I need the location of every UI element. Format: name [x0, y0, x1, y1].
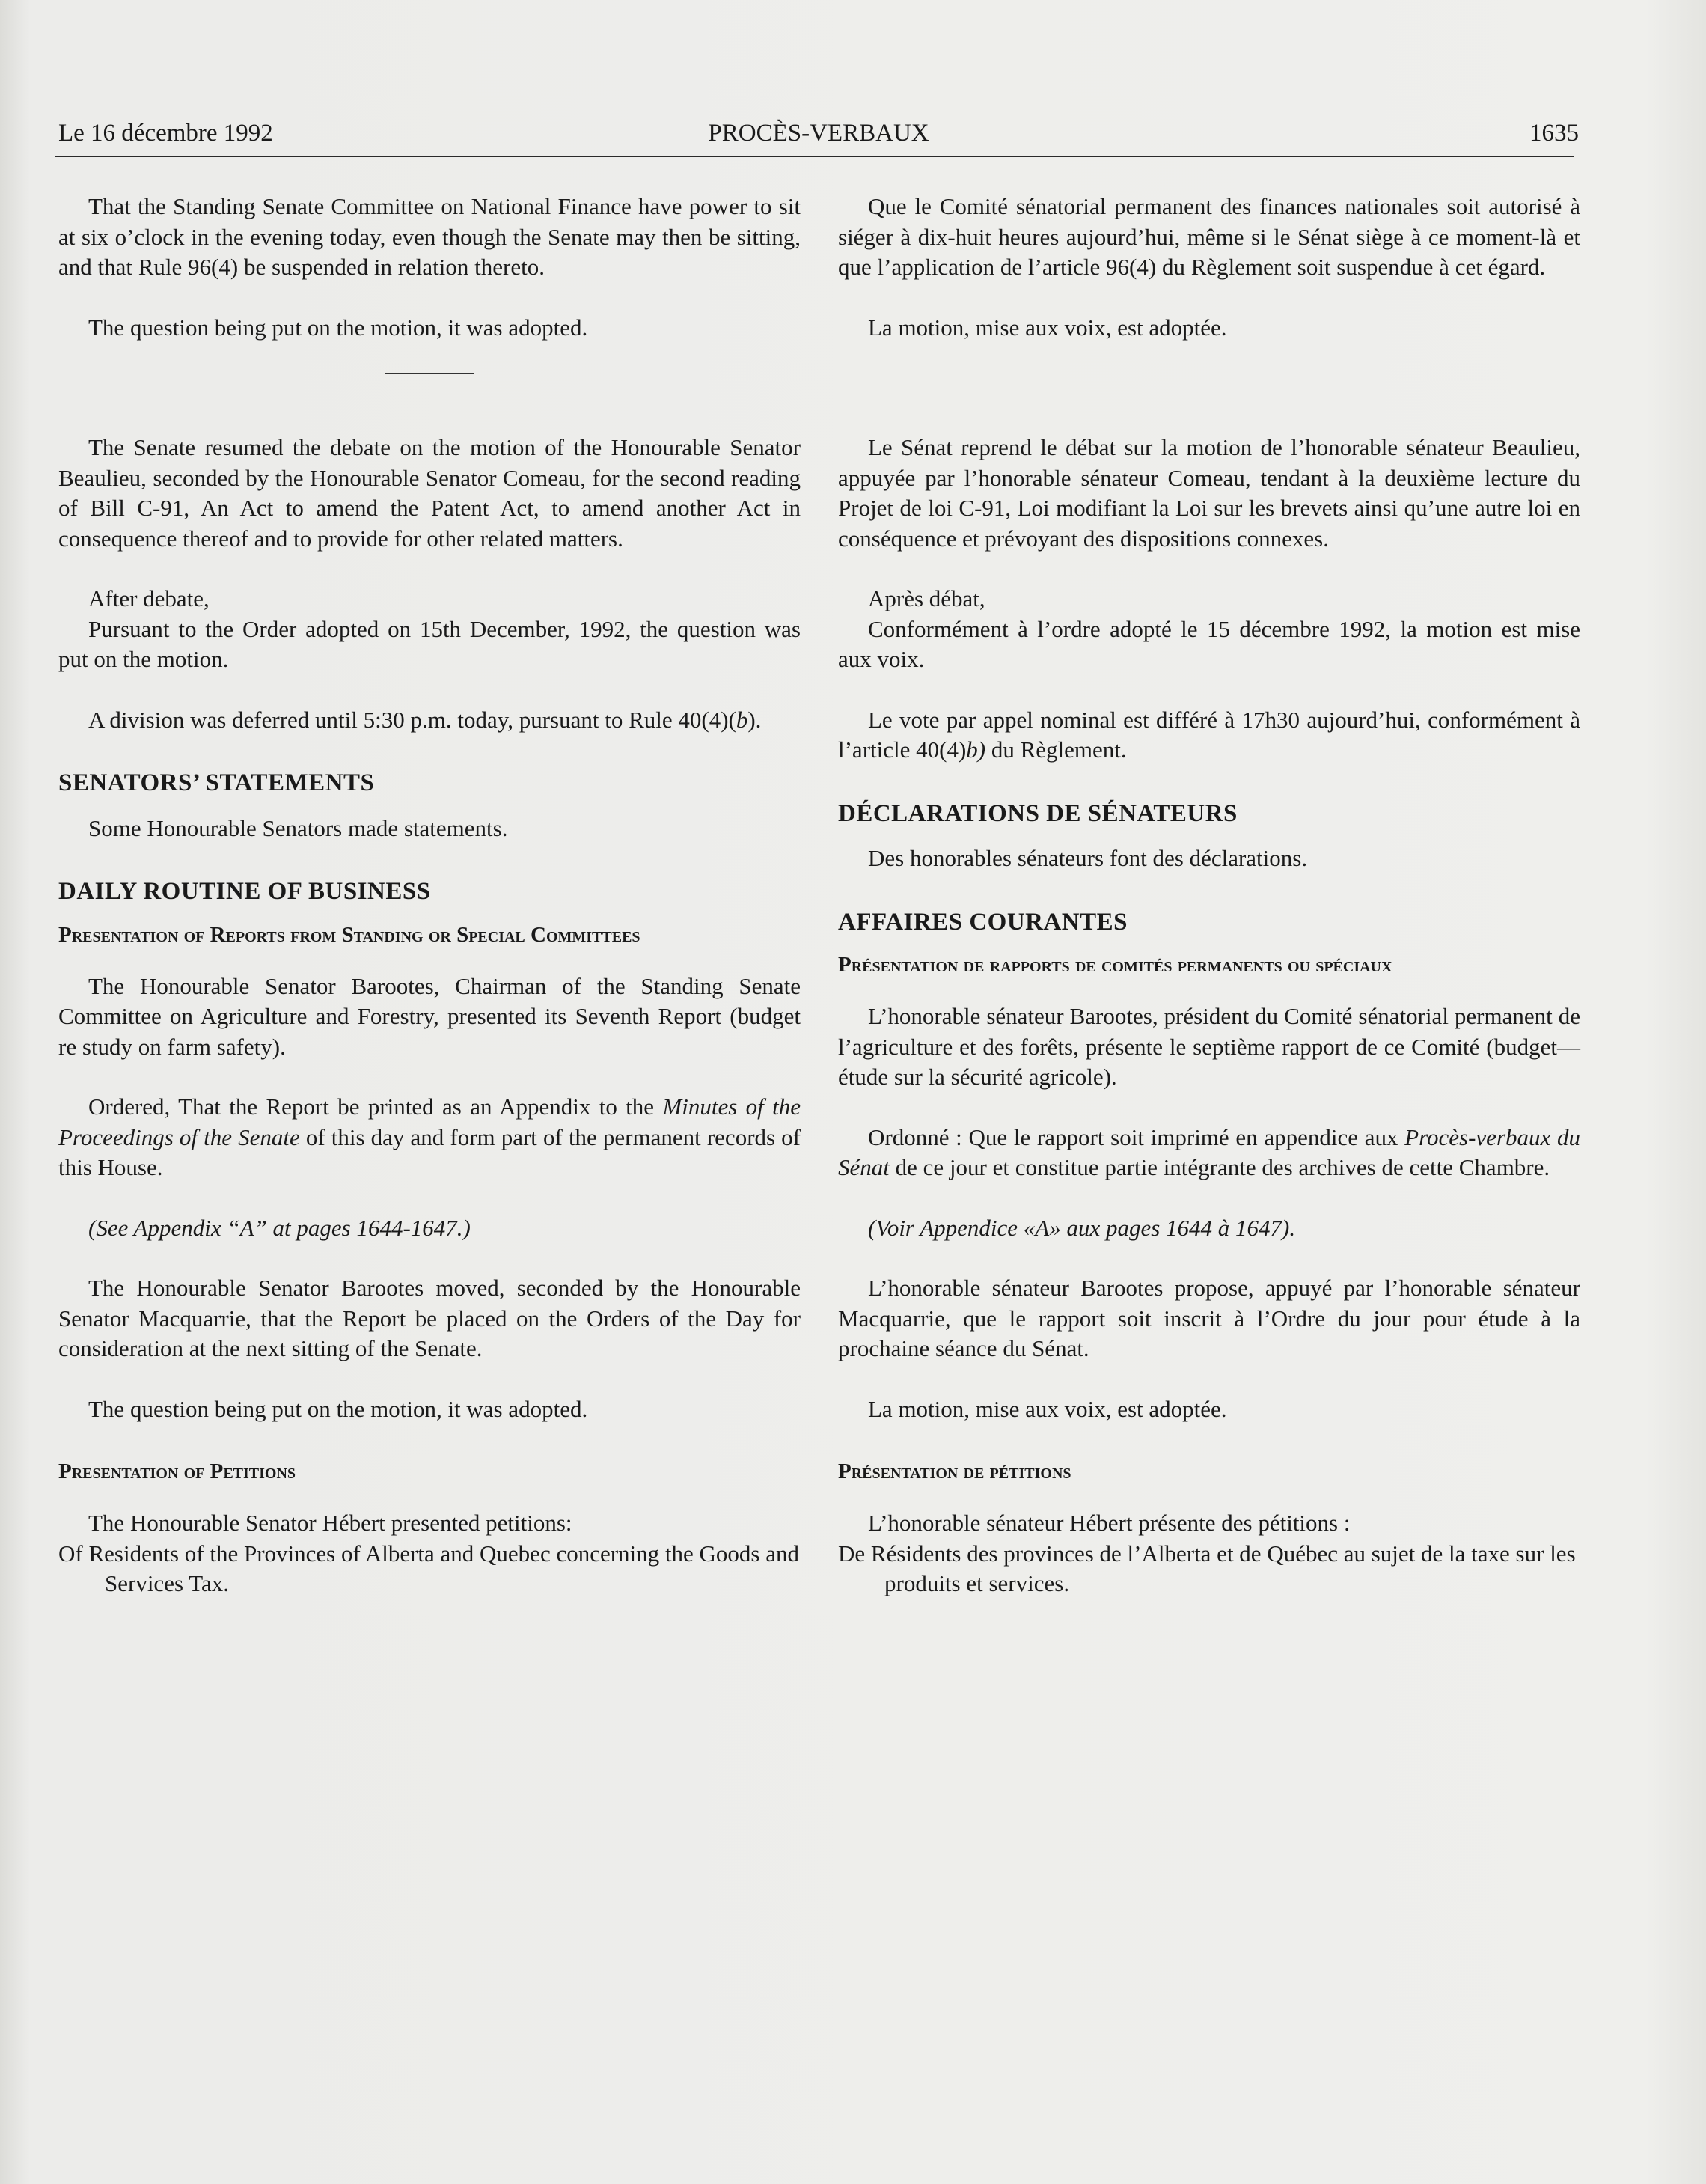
en-paragraph-pursuant: Pursuant to the Order adopted on 15th December, 1992, the question was put on the motion.: [58, 615, 801, 672]
page-number: 1635: [1529, 120, 1579, 147]
fr-paragraph-finance-committee: Que le Comité sénatorial permanent des finances nationales soit autorisé à siéger à dix-huit heures aujourd’hui, même si le Sénat siège à ce moment-là et que l’application de l’article 96(4) du Règlement soit suspendue à cet égard.: [838, 193, 1580, 280]
header-date: Le 16 décembre 1992: [58, 120, 273, 147]
page-header: [58, 120, 1579, 159]
en-paragraph-statements: Some Honourable Senators made statements.: [88, 814, 508, 841]
header-rule: [55, 156, 1574, 157]
fr-paragraph-barootes-report: L’honorable sénateur Barootes, président du Comité sénatorial permanent de l’agriculture et des forêts, présente le septième rapport de ce Comité (budget—étude sur la sécurité agricole).: [838, 1003, 1580, 1090]
fr-paragraph-ordered: Ordonné : Que le rapport soit imprimé en appendice aux Procès-verbaux du Sénat de ce jour et constitue partie intégrante des archives de cette Chambre.: [838, 1123, 1580, 1180]
fr-heading-declarations: DÉCLARATIONS DE SÉNATEURS: [838, 799, 1238, 827]
fr-paragraph-division: Le vote par appel nominal est différé à 17h30 aujourd’hui, conformément à l’article 40(4)b) du Règlement.: [838, 706, 1580, 763]
en-paragraph-bill-c91: The Senate resumed the debate on the motion of the Honourable Senator Beaulieu, seconded by the Honourable Senator Comeau, for the second reading of Bill C-91, An Act to amend the Patent Act, to amend another Act in consequence thereof and to provide for other related matters.: [58, 434, 801, 552]
fr-paragraph-statements: Des honorables sénateurs font des déclarations.: [868, 845, 1308, 871]
en-after-debate: After debate,: [88, 585, 210, 611]
en-paragraph-hebert: The Honourable Senator Hébert presented petitions:: [88, 1510, 572, 1536]
en-subheading-petitions: Presentation of Petitions: [58, 1459, 296, 1483]
en-question-adopted-2: The question being put on the motion, it was adopted.: [88, 1395, 588, 1422]
french-column: [838, 192, 1580, 1599]
fr-heading-affaires-courantes: AFFAIRES COURANTES: [838, 908, 1128, 936]
header-title: PROCÈS-VERBAUX: [708, 120, 929, 147]
en-see-appendix: (See Appendix “A” at pages 1644-1647.): [88, 1214, 471, 1241]
en-paragraph-barootes-report: The Honourable Senator Barootes, Chairman of the Standing Senate Committee on Agriculture and Forestry, presented its Seventh Report (budget re study on farm safety).: [58, 972, 801, 1060]
fr-petition-item: De Résidents des provinces de l’Alberta et de Québec au sujet de la taxe sur les produits et services.: [838, 1540, 1576, 1596]
fr-question-adopted-2: La motion, mise aux voix, est adoptée.: [868, 1395, 1227, 1422]
fr-see-appendix: (Voir Appendice «A» aux pages 1644 à 1647).: [868, 1214, 1296, 1241]
fr-subheading-petitions: Présentation de pétitions: [838, 1459, 1071, 1483]
fr-question-adopted-1: La motion, mise aux voix, est adoptée.: [868, 314, 1227, 341]
en-paragraph-division: A division was deferred until 5:30 p.m. today, pursuant to Rule 40(4)(b).: [88, 706, 762, 733]
en-question-adopted-1: The question being put on the motion, it was adopted.: [88, 314, 588, 341]
fr-after-debate: Après débat,: [868, 585, 985, 611]
en-paragraph-ordered: Ordered, That the Report be printed as an Appendix to the Minutes of the Proceedings of the Senate of this day and form part of the permanent records of this House.: [58, 1093, 801, 1180]
fr-subheading-reports: Présentation de rapports de comités permanents ou spéciaux: [838, 953, 1392, 977]
fr-paragraph-pursuant: Conformément à l’ordre adopté le 15 décembre 1992, la motion est mise aux voix.: [838, 615, 1580, 672]
english-column: [58, 192, 801, 1599]
en-heading-senators-statements: SENATORS’ STATEMENTS: [58, 769, 375, 796]
en-petition-item: Of Residents of the Provinces of Alberta and Quebec concerning the Goods and Services Tax.: [58, 1540, 800, 1596]
en-paragraph-finance-committee: That the Standing Senate Committee on National Finance have power to sit at six o’clock in the evening today, even though the Senate may then be sitting, and that Rule 96(4) be suspended in relation thereto.: [58, 193, 801, 280]
en-subheading-reports: Presentation of Reports from Standing or Special Committees: [58, 922, 640, 947]
fr-paragraph-hebert: L’honorable sénateur Hébert présente des pétitions :: [868, 1510, 1351, 1536]
en-heading-daily-routine: DAILY ROUTINE OF BUSINESS: [58, 878, 431, 905]
fr-paragraph-barootes-moved: L’honorable sénateur Barootes propose, appuyé par l’honorable sénateur Macquarrie, que le rapport soit inscrit à l’Ordre du jour pour étude à la prochaine séance du Sénat.: [838, 1275, 1580, 1361]
fr-paragraph-bill-c91: Le Sénat reprend le débat sur la motion de l’honorable sénateur Beaulieu, appuyée par l’honorable sénateur Comeau, tendant à la deuxième lecture du Projet de loi C-91, Loi modifiant la Loi sur les brevets ainsi qu’une autre loi en conséquence et prévoyant des dispositions connexes.: [838, 434, 1580, 552]
en-paragraph-barootes-moved: The Honourable Senator Barootes moved, seconded by the Honourable Senator Macquarrie, that the Report be placed on the Orders of the Day for consideration at the next sitting of the Senate.: [58, 1275, 801, 1361]
